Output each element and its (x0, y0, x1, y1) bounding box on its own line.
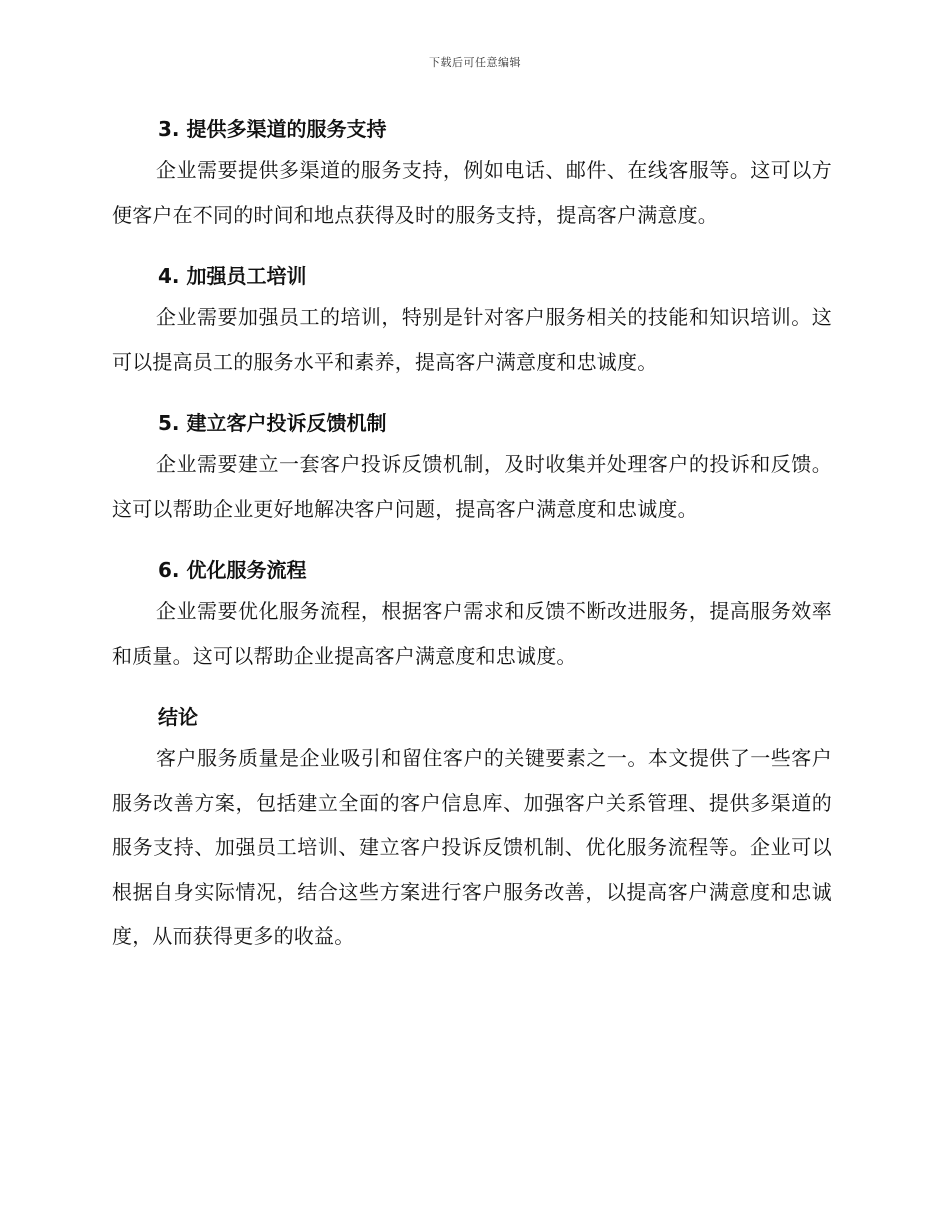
section-heading: 5. 建立客户投诉反馈机制 (158, 411, 387, 435)
section-paragraph: 企业需要加强员工的培训，特别是针对客户服务相关的技能和知识培训。这可以提高员工的服务水平和素养，提高客户满意度和忠诚度。 (112, 305, 832, 374)
section-heading: 4. 加强员工培训 (158, 264, 307, 288)
section-conclusion (112, 698, 832, 959)
section-heading: 6. 优化服务流程 (158, 558, 307, 582)
conclusion-paragraph: 客户服务质量是企业吸引和留住客户的关键要素之一。本文提供了一些客户服务改善方案，包括建立全面的客户信息库、加强客户关系管理、提供多渠道的服务支持、加强员工培训、建立客户投诉反馈机制、优化服务流程等。企业可以根据自身实际情况，结合这些方案进行客户服务改善，以提高客户满意度和忠诚度，从而获得更多的收益。 (112, 746, 832, 948)
section-3 (112, 110, 832, 237)
section-4 (112, 257, 832, 384)
page-header-note: 下载后可任意编辑 (429, 56, 521, 69)
section-heading: 3. 提供多渠道的服务支持 (158, 117, 387, 141)
section-paragraph: 企业需要提供多渠道的服务支持，例如电话、邮件、在线客服等。这可以方便客户在不同的时间和地点获得及时的服务支持，提高客户满意度。 (112, 158, 832, 227)
section-paragraph: 企业需要建立一套客户投诉反馈机制，及时收集并处理客户的投诉和反馈。这可以帮助企业更好地解决客户问题，提高客户满意度和忠诚度。 (112, 452, 832, 521)
section-paragraph: 企业需要优化服务流程，根据客户需求和反馈不断改进服务，提高服务效率和质量。这可以帮助企业提高客户满意度和忠诚度。 (112, 599, 832, 668)
document-content (112, 110, 832, 979)
section-5 (112, 404, 832, 531)
conclusion-heading: 结论 (158, 705, 198, 729)
section-6 (112, 551, 832, 678)
